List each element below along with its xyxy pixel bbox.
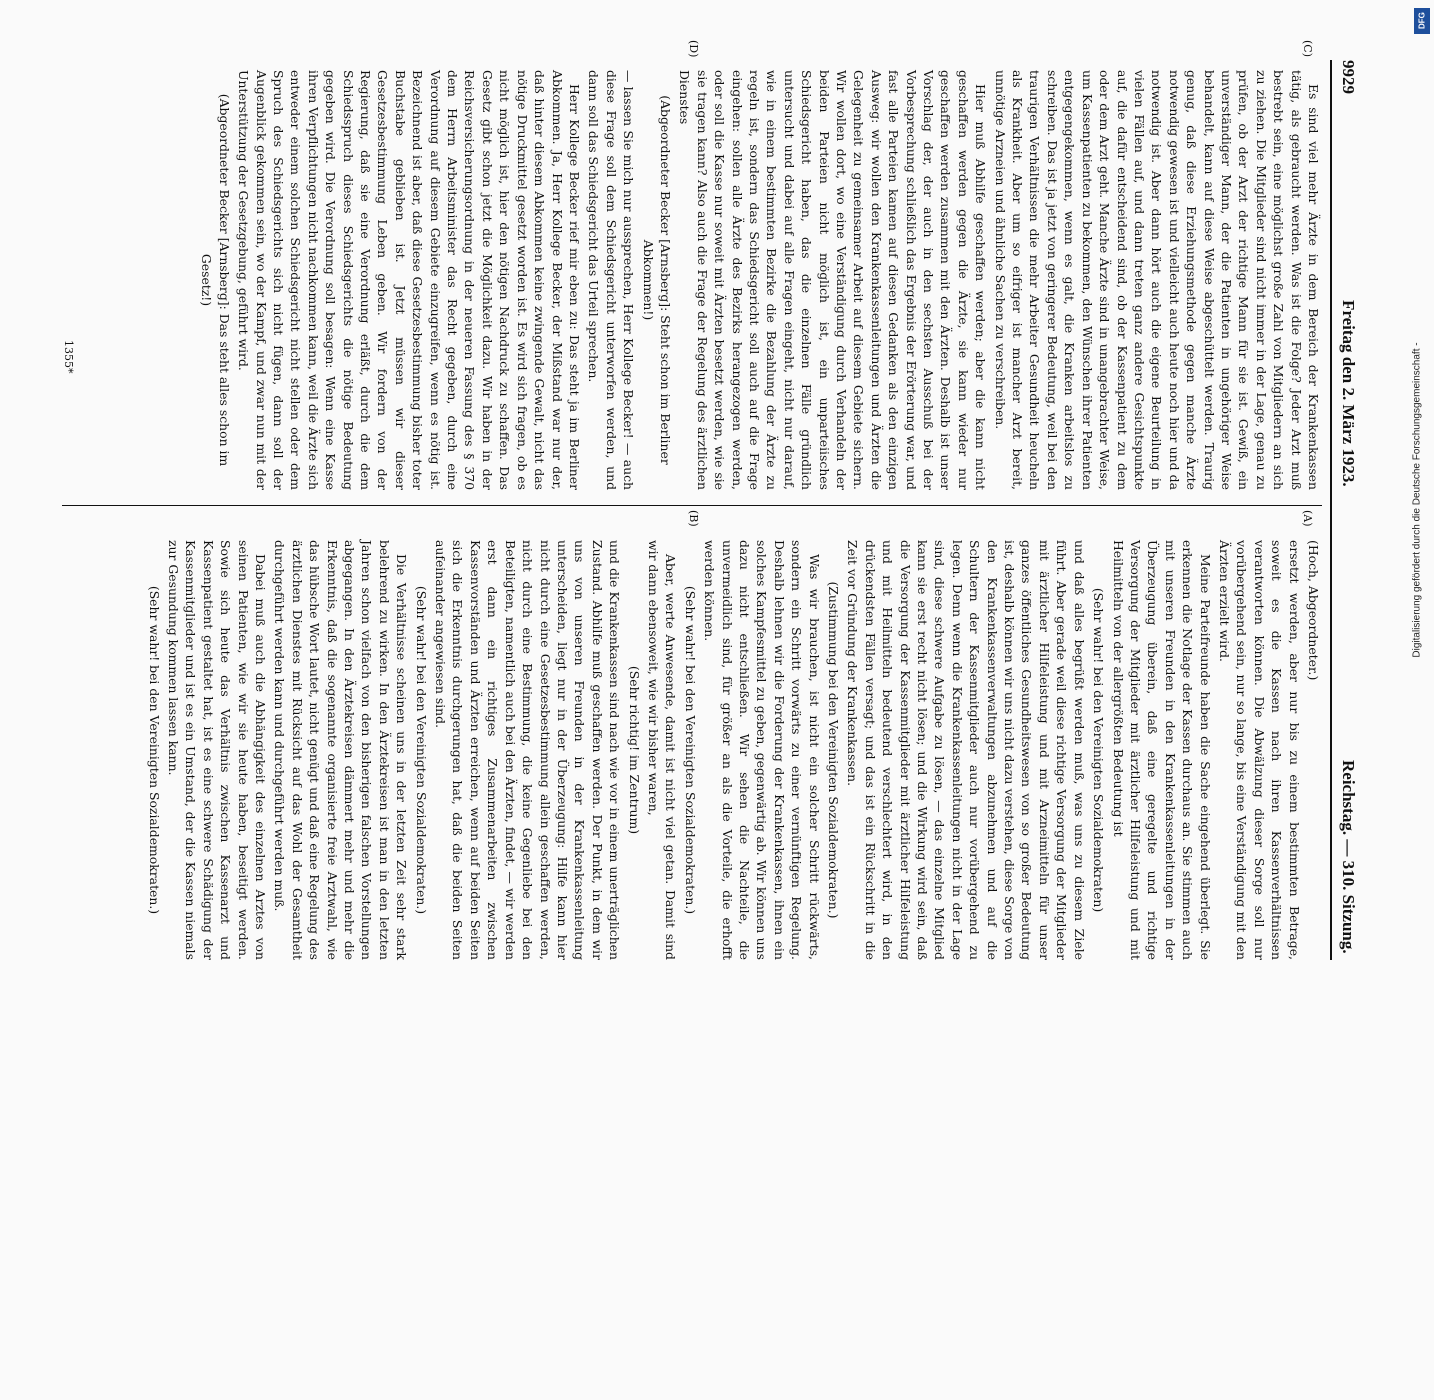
paragraph: Was wir brauchen, ist nicht ein solcher Schritt rückwärts, sondern ein Schritt vorwärts zu einer vernünftigen Regelung. Deshalb lehnen wir die Forderung der Krankenkassen, ihnen ein solches Kampfesmittel zu geben, gegenwärtig ab. Wir können uns dazu nicht entschließen. Wir sehen die Nachteile, die unvermeidlich sind, für größer an als die Vorteile, die erhofft werden können. [702,540,822,960]
paragraph: Hier muß Abhilfe geschaffen werden; aber die kann nicht geschaffen werden gegen die Ärzte, sie kann wieder nur geschaffen werden zusammen mit den Ärzten. Deshalb ist unser Vorschlag der, der auch in den sechsten Ausschuß bei der Vorbesprechung schließlich das Ergebnis der Erörterung war, und fast alle Parteien kamen auf diesen Gedanken als den einzigen Ausweg: wir wollen den Krankenkassenleitungen und Ärzten die Gelegenheit zu gemeinsamer Arbeit auf diesem Gebiete sichern. Wir wollen dort, wo eine Verständigung durch Verhandeln der beiden Parteien nicht möglich ist, ein unparteiisches Schiedsgericht haben, das die einzelnen Fälle gründlich untersucht und dabei auf alle Fragen eingeht, nicht nur darauf, wie in einem bestimmten Bezirke die Bezahlung der Ärzte zu regeln ist, sondern das Schiedsgericht soll auch auf die Frage eingehen: sollen alle Ärzte des Bezirks herangezogen werden, oder soll die Kasse nur soweit mit Ärzten besetzt werden, wie sie sie tragen kann? Also auch die Frage der Regelung des ärztlichen Dienstes [677,70,989,490]
interjection: (Sehr richtig! im Zentrum) [626,665,642,835]
date-line: Freitag den 2. März 1923. [1339,300,1358,487]
paragraph: Herr Kollege Becker rief mir eben zu: Das steht ja im Berliner Abkommen. Ja, Herr Kollege Becker, der Mißstand war nur der, daß hinter diesem Abkommen keine zwingende Gewalt, nicht das nötige Druckmittel gesetzt worden ist. Es wird sich fragen, ob es nicht möglich ist, hier den nötigen Nachdruck zu schaffen. Das Gesetz gibt schon jetzt die Möglichkeit dazu. Wir haben in der Reichsversicherungsordnung in der neueren Fassung des § 370 dem Herrn Arbeitsminister das Recht gegeben, durch eine Verordnung auf diesem Gebiete einzugreifen, wenn es nötig ist. Bezeichnend ist aber, daß diese Gesetzesbestimmung bisher toter Buchstabe geblieben ist. Jetzt müssen wir dieser Gesetzesbestimmung Leben geben. Wir fordern von der Regierung, daß sie eine Verordnung erläßt, durch die dem Schiedsspruch dieses Schiedsgerichts die nötige Bedeutung gegeben wird. Die Verordnung soll besagen: Wenn eine Kasse ihren Verpflichtungen nicht nachkommen kann, weil die Ärzte sich entweder einem solchen Schiedsgericht nicht stellen oder dem Spruch des Schiedsgerichts sich nicht fügen, dann soll der Augenblick gekommen sein, wo der Kampf, und zwar nun mit der Unterstützung der Gesetzgebung, geführt wird. [236,70,582,490]
interjection: (Sehr wahr! bei den Vereinigten Sozialdemokraten) [1091,587,1107,913]
paragraph: Dabei muß auch die Abhängigkeit des einzelnen Arztes von seinen Patienten, wie wir sie heute haben, beseitigt werden. Sowie sich heute das Verhältnis zwischen Kassenarzt und Kassenpatient gestaltet hat, ist es eine schwere Schädigung der Kassenmitglieder und ist es ein Umstand, der die Kassen niemals zur Gesundung kommen lassen kann. [166,540,269,960]
page-number: 9929 [1339,60,1358,94]
column-right [143,540,1322,960]
interjection: (Sehr wahr! bei den Vereinigten Sozialdemokraten.) [146,585,162,915]
interjection: (Abgeordneter Becker [Arnsberg]: Das steht alles schon im Gesetz!) [199,93,232,467]
digitization-strip [1400,0,1434,1000]
paragraph: Die Verhältnisse scheinen uns in der letzten Zeit sehr stark belehrend zu wirken. In den Ärztekreisen ist man in den letzten Jahren schon vielfach von den bisherigen falschen Vorstellungen abgegangen. In den Ärztekreisen dämmert mehr und mehr die Erkenntnis, daß die sogenannte organisierte freie Arztwahl, wie das hübsche Wort lautet, nicht genügt und daß eine Regelung des ärztlichen Dienstes mit Rücksicht auf das Wohl der Gesamtheit durchgeführt werden kann und durchgeführt werden muß. [272,540,410,960]
column-divider [62,505,1322,506]
paragraph: und daß alles begrüßt werden muß, was uns zu diesem Ziele führt. Aber gerade weil diese richtige Versorgung der Mitglieder mit ärztlicher Hilfeleistung und mit Arzneimitteln für unser ganzes öffentliches Gesundheitswesen von so großer Bedeutung ist, deshalb können wir uns nicht dazu verstehen, diese Sorge von den Krankenkassenverwaltungen abzunehmen und auf die Schultern der Kassenmitglieder auch nur vorübergehend zu legen. Denn wenn die Krankenkassenleitungen nicht in der Lage sind, diese schwere Aufgabe zu lösen, — das einzelne Mitglied kann sie erst recht nicht lösen; und die Wirkung wird sein, daß die Versorgung der Kassenmitglieder mit ärztlicher Hilfeleistung und mit Heilmitteln bedeutend verschlechtert wird, in den drückendsten Fällen versagt; und das ist ein Rückschritt in die Zeit vor Gründung der Krankenkassen. [845,540,1087,960]
interjection: (Sehr wahr! bei den Vereinigten Sozialdemokraten.) [413,585,429,915]
paragraph: ersetzt werden, aber nur bis zu einem bestimmten Betrage, soweit es die Kassen nach ihren Kassenverhältnissen verantworten können. Die Abwälzung dieser Sorge soll nur vorübergehend sein, nur so lange, bis eine Verständigung mit den Ärzten erzielt wird. [1216,540,1302,960]
session-line: Reichstag. — 310. Sitzung. [1339,760,1358,954]
speaker-tag: (Hoch, Abgeordneter.) [1306,540,1321,681]
margin-mark-b: (B) [687,510,700,527]
paragraph: — lassen Sie mich nur aussprechen, Herr Kollege Becker! — auch diese Frage soll dem Schiedsgericht unterworfen werden, und dann soll das Schiedsgericht das Urteil sprechen. [586,70,637,490]
page-header [1330,60,1360,960]
paragraph: und die Krankenkassen sind nach wie vor in einem unerträglichen Zustand. Abhilfe muß geschaffen werden. Der Punkt, in dem wir uns von unseren Freunden in der Krankenkassenleitung unterscheiden, liegt nur in der Überzeugung: Hilfe kann hier nicht durch eine Gesetzesbestimmung allein geschaffen werden, nicht durch eine Bestimmung, die keine Gegenliebe bei den Beteiligten, namentlich auch bei den Ärzten, findet, — wir werden erst dann ein richtiges Zusammenarbeiten zwischen Kassenvorständen und Ärzten erreichen, wenn auf beiden Seiten sich die Erkenntnis durchgerungen hat, daß die beiden Seiten aufeinander angewiesen sind. [433,540,623,960]
paragraph: Aber, werte Anwesende, damit ist nicht viel getan. Damit sind wir dann ebensoweit, wie wir bisher waren, [645,540,679,960]
dfg-logo: DFG [1414,8,1430,34]
rotated-sheet [62,0,1400,1400]
column-left [196,70,1322,490]
margin-mark-d: (D) [687,40,700,58]
footer-number: 1355* [62,340,75,374]
interjection: (Sehr wahr! bei den Vereinigten Sozialdemokraten.) [682,585,698,915]
margin-mark-a: (A) [1301,510,1314,527]
interjection: (Abgeordneter Becker [Arnsberg]: Steht schon im Berliner Abkommen!) [640,95,673,465]
paragraph: Es sind viel mehr Ärzte in dem Bereich der Krankenkassen tätig, als gebraucht werden. Was ist die Folge? Jeder Arzt muß bestrebt sein, eine möglichst große Zahl von Mitgliedern an sich zu ziehen. Die Mitglieder sind nicht immer in der Lage, genau zu prüfen, ob der Arzt der richtige Mann für sie ist. Gewiß, ein unverständiger Mann, der die Patienten in ungehöriger Weise behandelt, kann auf diese Weise abgeschüttelt werden. Traurig genug, daß diese Erziehungsmethode gegen manche Ärzte notwendig gewesen ist und vielleicht auch heute noch hier und da notwendig ist. Aber dann hört auch die eigene Beurteilung in vielen Fällen auf, und dann treten ganz andere Gesichtspunkte auf, die dafür entscheidend sind, ob der Kassenpatient zu dem oder dem Arzt geht. Manche Ärzte sind in unangebrachter Weise, um Kassenpatienten zu bekommen, den Wünschen ihrer Patienten entgegengekommen, wenn es galt, die Kranken arbeitslos zu schreiben. Das ist ja jetzt von geringerer Bedeutung, weil bei den traurigen Verhältnissen die mehr Arbeiter Gesundheit heucheln als Krankheit. Aber um so eifriger ist mancher Arzt bereit, unnötige Arzneien und ähnliche Sachen zu verschreiben. [992,70,1321,490]
interjection: (Zustimmung bei den Vereinigten Sozialdemokraten.) [826,581,842,919]
margin-mark-c: (C) [1301,40,1314,57]
digitization-credit: Digitalisierung gefördert durch die Deutsche Forschungsgemeinschaft - [1411,342,1423,658]
paragraph: Meine Parteifreunde haben die Sache eingehend überlegt. Sie erkennen die Notlage der Kassen durchaus an. Sie stimmen auch mit unseren Freunden in den Krankenkassenleitungen in der Überzeugung überein, daß eine geregelte und richtige Versorgung der Mitglieder mit ärztlicher Hilfeleistung und mit Heilmitteln von der allergrößten Bedeutung ist [1110,540,1213,960]
